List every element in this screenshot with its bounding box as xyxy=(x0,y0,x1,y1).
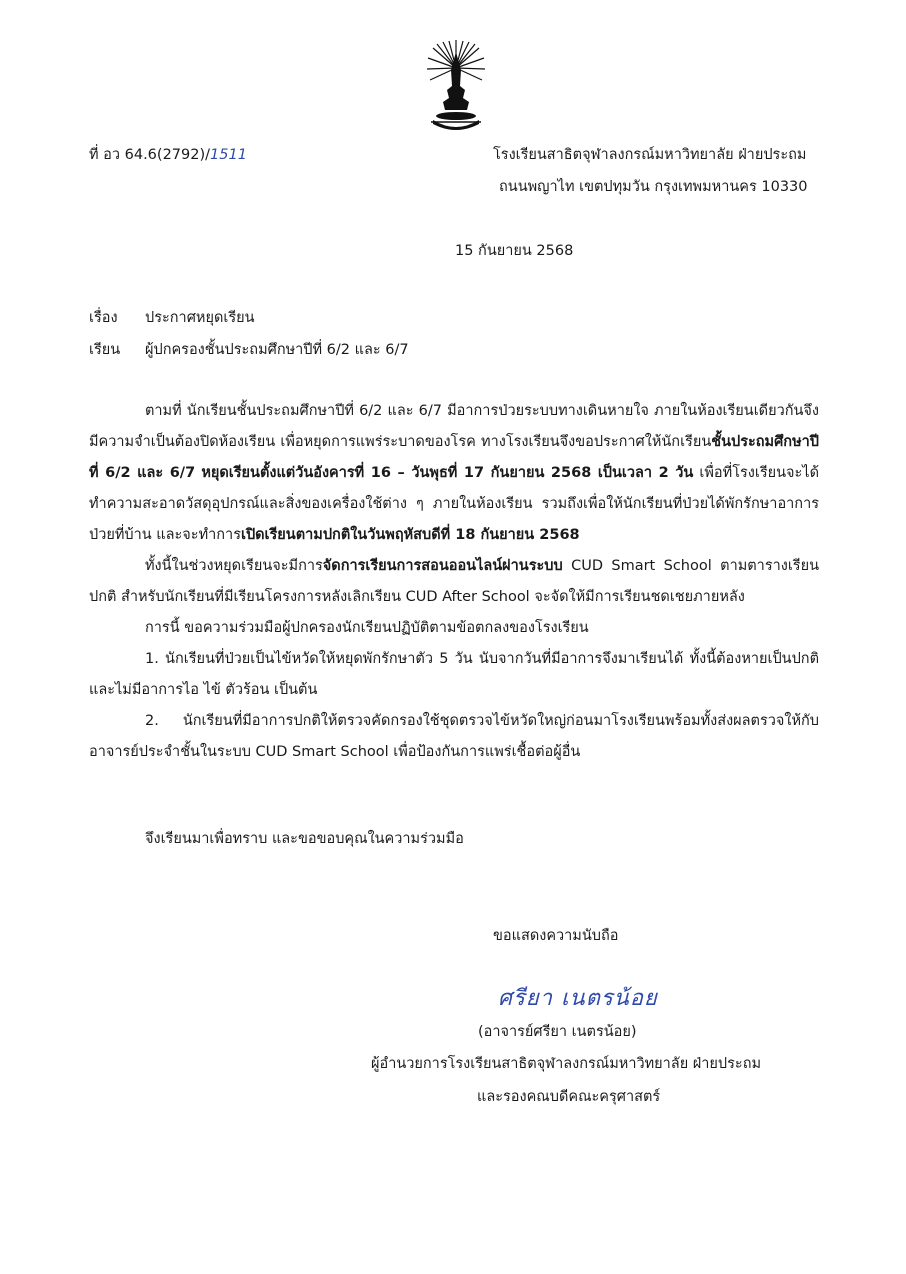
handwritten-signature: ศรียา เนตรน้อย xyxy=(498,986,658,1011)
chula-emblem-icon xyxy=(425,38,487,134)
letter-date: 15 กันยายน 2568 xyxy=(455,243,574,259)
bold-online-text: จัดการเรียนการสอนออนไลน์ผ่านระบบ xyxy=(322,558,563,574)
reference-prefix: ที่ อว 64.6(2792)/ xyxy=(89,147,211,163)
subject-text: ประกาศหยุดเรียน xyxy=(145,310,255,326)
school-name: โรงเรียนสาธิตจุฬาลงกรณ์มหาวิทยาลัย ฝ่ายประถม xyxy=(493,147,807,163)
paragraph-text: CUD Smart School ตามตารางเรียนปกติ สำหรับนักเรียนที่มีเรียนโครงการหลังเลิกเรียน CUD After School จะจัดให้มีการเรียนชดเชยภายหลัง xyxy=(89,558,819,605)
bold-reopen-date: เปิดเรียนตามปกติในวันพฤหัสบดีที่ 18 กันยายน 2568 xyxy=(240,527,580,543)
recipient-text: ผู้ปกครองชั้นประถมศึกษาปีที่ 6/2 และ 6/7 xyxy=(145,342,409,358)
school-address: ถนนพญาไท เขตปทุมวัน กรุงเทพมหานคร 10330 xyxy=(499,179,808,195)
signer-title-1: ผู้อำนวยการโรงเรียนสาธิตจุฬาลงกรณ์มหาวิทยาลัย ฝ่ายประถม xyxy=(371,1056,762,1072)
school-emblem xyxy=(425,38,487,134)
regards-text: ขอแสดงความนับถือ xyxy=(493,928,619,944)
list-item-2: 2. นักเรียนที่มีอาการปกติให้ตรวจคัดกรองใช้ชุดตรวจไข้หวัดใหญ่ก่อนมาโรงเรียนพร้อมทั้งส่งผลตรวจให้กับอาจารย์ประจำชั้นในระบบ CUD Smart School เพื่อป้องกันการแพร่เชื้อต่อผู้อื่น xyxy=(89,713,819,760)
paragraph-text: เพื่อที่โรงเรียนจะได้ทำความสะอาดวัสดุอุปกรณ์และสิ่งของเครื่องใช้ต่าง ๆ ภายในห้องเรียน รวมถึงเพื่อให้นักเรียนที่ป่วยได้พักรักษาอาการป่วยที่บ้าน และจะทำการ xyxy=(89,465,820,543)
paragraph-text: ทั้งนี้ในช่วงหยุดเรียนจะมีการ xyxy=(145,558,323,574)
list-item-1: 1. นักเรียนที่ป่วยเป็นไข้หวัดให้หยุดพักรักษาตัว 5 วัน นับจากวันที่มีอาการจึงมาเรียนได้ ทั้งนี้ต้องหายเป็นปกติและไม่มีอาการไอ ไข้ ตัวร้อน เป็นต้น xyxy=(89,651,819,698)
reference-number xyxy=(89,144,247,166)
signer-title-2: และรองคณบดีคณะครุศาสตร์ xyxy=(477,1089,661,1105)
signer-name: (อาจารย์ศรียา เนตรน้อย) xyxy=(478,1024,637,1040)
paragraph-cooperation: การนี้ ขอความร่วมมือผู้ปกครองนักเรียนปฏิบัติตามข้อตกลงของโรงเรียน xyxy=(145,620,589,636)
paragraph-text: ตามที่ นักเรียนชั้นประถมศึกษาปีที่ 6/2 และ 6/7 มีอาการป่วยระบบทางเดินหายใจ ภายในห้องเรียนเดียวกันจึงมีความจำเป็นต้องปิดห้องเรียน เพื่อหยุดการแพร่ระบาดของโรค ทางโรงเรียนจึงขอประกาศให้นักเรียน xyxy=(89,403,819,450)
closing-line: จึงเรียนมาเพื่อทราบ และขอขอบคุณในความร่วมมือ xyxy=(145,831,464,847)
subject-label: เรื่อง xyxy=(89,310,118,326)
recipient-label: เรียน xyxy=(89,342,121,358)
reference-handwritten-number: 1511 xyxy=(210,147,247,163)
paragraph-announcement xyxy=(89,396,819,551)
bold-grade-text: ชั้นประถมศึกษาปีที่ 6/2 และ 6/7 xyxy=(89,434,819,481)
letter-body xyxy=(89,396,819,768)
bold-closure-dates: หยุดเรียนตั้งแต่วันอังคารที่ 16 – วันพุธที่ 17 กันยายน 2568 เป็นเวลา 2 วัน xyxy=(201,465,694,481)
paragraph-online-learning xyxy=(89,551,819,613)
